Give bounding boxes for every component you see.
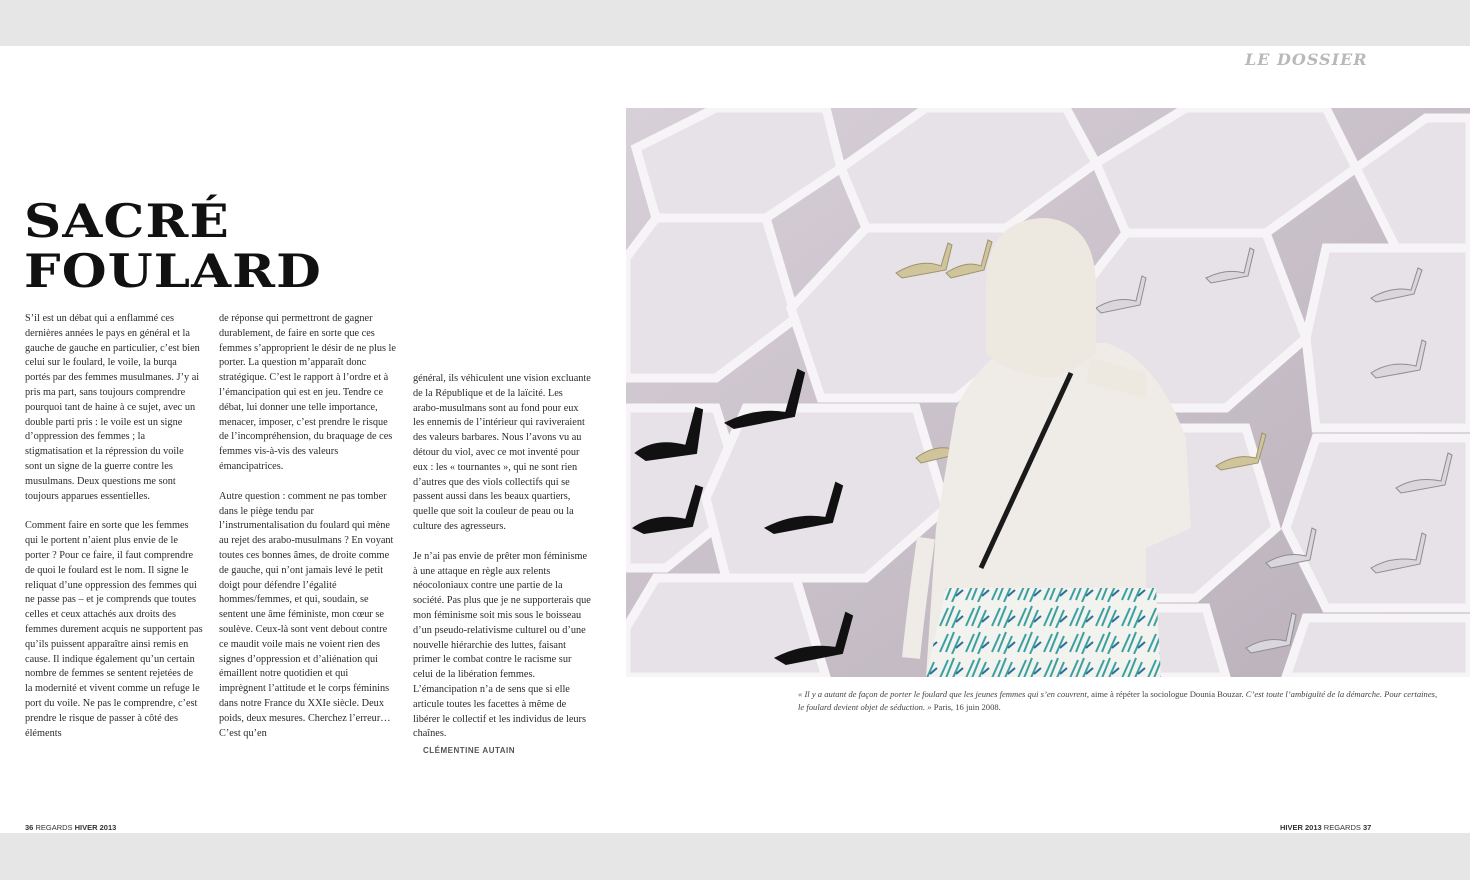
article-title bbox=[24, 194, 322, 298]
page-number: 36 bbox=[25, 823, 34, 832]
page-footer-right bbox=[1280, 823, 1371, 832]
issue-label: HIVER 2013 bbox=[74, 823, 117, 832]
paragraph: Autre question : comment ne pas tomber dans le piège tendu par l’instrumentalisation du foulard qui mène au rejet des arabo-musulmans ? En voyant toutes ces bonnes âmes, de droite comme de gauche, qui n’ont jamais levé le petit doigt pour défendre l’égalité hommes/femmes, et qui, soudain, se sentent une âme féministe, mon cœur se soulève. Ceux-là sont vent debout contre ce maudit voile mais ne voient rien des signes d’oppression et d’aliénation qui émaillent notre quotidien et qui imprègnent l’attitude et le corps féminins dans notre France du XXIe siècle. Deux poids, deux mesures. Cherchez l’erreur… C’est qu’en bbox=[219, 490, 394, 739]
caption-credit: Paris, 16 juin 2008. bbox=[931, 702, 1001, 712]
article-photo bbox=[626, 108, 1470, 677]
photo-illustration bbox=[626, 108, 1470, 677]
page-footer-left bbox=[25, 823, 116, 832]
photo-caption bbox=[798, 688, 1443, 714]
page-number: 37 bbox=[1362, 823, 1372, 832]
article-column-3 bbox=[413, 372, 591, 759]
paragraph: S’il est un débat qui a enflammé ces dernières années le pays en général et la gauche de gauche en particulier, c’est bien celui sur le foulard, le voile, la burqa portés par des femmes musulmanes. J’y ai pris ma part, sans toujours comprendre pourquoi tant de haine à ce sujet, avec un double parti pris : le voile est un signe d’oppression des femmes ; la stigmatisation et la répression du voile sont un signe de la guerre contre les musulmans. Deux questions me sont toujours apparues essentielles. bbox=[25, 313, 200, 502]
author-byline: CLÉMENTINE AUTAIN bbox=[423, 746, 516, 756]
magazine-name: REGARDS bbox=[35, 823, 73, 832]
paragraph: général, ils véhiculent une vision excluante de la République et de la laïcité. Les arabo-musulmans sont au fond pour eux les ennemis de l’intérieur qui raviveraient des valeurs barbares. Nous l’avons vu au détour du viol, avec ce mot inventé pour eux : les « tournantes », qui ne sont rien d’autres que des viols collectifs qui se passent aussi dans les beaux quartiers, quelle que soit la couleur de peau ou la culture des agresseurs. bbox=[413, 373, 591, 532]
title-line-2: FOULARD bbox=[24, 244, 322, 298]
title-line-1: SACRÉ bbox=[24, 194, 230, 248]
section-label: LE DOSSIER bbox=[1245, 50, 1368, 69]
article-column-1 bbox=[25, 312, 203, 741]
magazine-name: REGARDS bbox=[1323, 823, 1361, 832]
caption-attribution: aime à répéter la sociologue Dounia Bouzar. bbox=[1089, 689, 1246, 699]
article-column-2 bbox=[219, 312, 397, 741]
caption-quote: « Il y a autant de façon de porter le foulard que les jeunes femmes qui s’en couvrent, bbox=[798, 689, 1090, 699]
paragraph: Je n’ai pas envie de prêter mon féminisme à une attaque en règle aux relents néocoloniaux contre une partie de la société. Pas plus que je ne supporterais que mon féminisme soit mis sous le boisseau d’un pseudo-relativisme culturel ou d’une nouvelle hiérarchie des luttes, faisant primer le combat contre le racisme sur celui de la libération femmes. L’émancipation n’a de sens que si elle articule toutes les facettes à même de libérer le collectif et les individus de leurs chaînes. bbox=[413, 550, 591, 740]
caption-quote-2: C’est toute l’ambiguïté de la démarche. Pour certaines, le foulard devient objet de séduction. » bbox=[798, 689, 1438, 712]
issue-label: HIVER 2013 bbox=[1280, 823, 1322, 832]
paragraph: Comment faire en sorte que les femmes qui le portent n’aient plus envie de le porter ? Pour ce faire, il faut comprendre de quoi le foulard est le nom. Il signe le reliquat d’une oppression des femmes qui ne passe pas – et je comprends que toutes celles et ceux attachés aux droits des femmes durement acquis ne supportent pas qu’ils puissent apparaître ainsi remis en cause. Il indique également qu’un certain nombre de femmes se sentent rejetées de la modernité et vivent comme un refuge le port du voile. Ne pas le comprendre, c’est prendre le risque de passer à côté des éléments bbox=[25, 520, 203, 739]
paragraph: de réponse qui permettront de gagner durablement, de faire en sorte que ces femmes s’approprient le désir de ne plus le porter. La question m’apparaît donc stratégique. C’est le rapport à l’ordre et à l’émancipation qui est en jeu. Tendre ce débat, lui donner une telle importance, menacer, imposer, c’est prendre le risque de l’incompréhension, du braquage de ces femmes vis-à-vis des valeurs émancipatrices. bbox=[219, 313, 396, 472]
magazine-spread bbox=[0, 46, 1470, 833]
